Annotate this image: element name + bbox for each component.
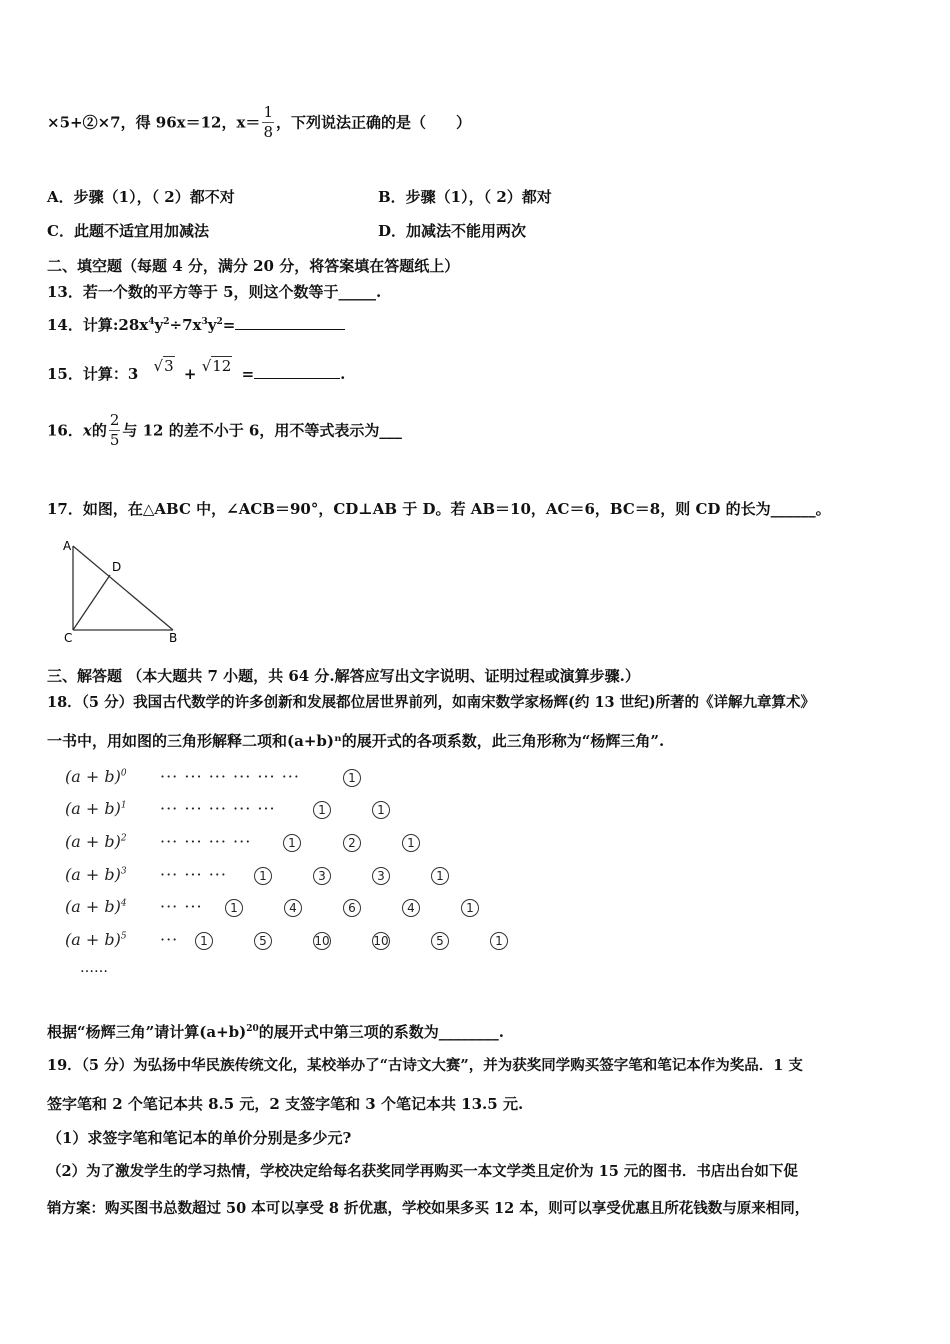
q15-prefix: 15．计算：3	[47, 365, 139, 383]
row-expr: $(a + b)^0$	[65, 767, 127, 786]
row-dots: ···	[160, 930, 179, 949]
q12-frac-den: 8	[263, 123, 273, 141]
q12-frac-num: 1	[263, 103, 273, 121]
q14-answer-blank[interactable]	[235, 315, 345, 330]
row-expr: $(a + b)^2$	[65, 832, 127, 851]
q12-fraction	[262, 103, 274, 142]
coeff: 4	[284, 899, 302, 917]
coeff: 5	[431, 932, 449, 950]
side-ab	[73, 546, 173, 630]
row-expr: $(a + b)^5$	[65, 930, 127, 949]
row-expr: $(a + b)^3$	[65, 865, 127, 884]
q15-eq: =	[241, 365, 255, 383]
yanghui-row	[65, 930, 525, 954]
coeff: 1	[225, 899, 243, 917]
q16-de: 的	[91, 421, 107, 440]
coeff: 1	[431, 867, 449, 885]
coeff: 1	[461, 899, 479, 917]
coeff: 10	[373, 934, 389, 948]
coeff: 6	[343, 899, 361, 917]
coeff: 1	[313, 801, 331, 819]
q19-line1: 19．（5 分）为弘扬中华民族传统文化，某校举办了“古诗文大赛”，并为获奖同学购买签字笔和笔记本作为奖品．1 支	[47, 1057, 803, 1074]
q17: 17．如图，在△ABC 中，∠ACB＝90°，CD⊥AB 于 D。若 AB＝10，AC＝6，BC＝8，则 CD 的长为______。	[47, 500, 831, 518]
q19-line2: 签字笔和 2 个笔记本共 8.5 元，2 支签字笔和 3 个笔记本共 13.5 元.	[47, 1095, 524, 1113]
coeff: 1	[195, 932, 213, 950]
label-c: C	[64, 631, 73, 644]
coeff: 2	[343, 834, 361, 852]
section2-heading: 二、填空题（每题 4 分，满分 20 分，将答案填在答题纸上）	[47, 257, 460, 275]
label-b: B	[169, 631, 178, 644]
q15-sqrt-3	[154, 357, 175, 375]
q12-option-b: B．步骤（1），（ 2）都对	[378, 188, 552, 206]
q16-rest: 与 12 的差不小于 6，用不等式表示为___	[122, 421, 402, 440]
sqrt-icon: √	[153, 357, 164, 375]
q12-option-c: C．此题不适宜用加减法	[47, 222, 209, 240]
row-dots: ··· ··· ··· ··· ··· ···	[160, 767, 300, 786]
q12-stem	[47, 103, 471, 142]
q15-rad2: 12	[212, 357, 232, 375]
row-dots: ··· ···	[160, 897, 203, 916]
q14-eq: =	[222, 316, 236, 334]
coeff: 1	[372, 801, 390, 819]
row-expr: $(a + b)^1$	[65, 799, 127, 818]
q18-line2: 一书中，用如图的三角形解释二项和(a+b)ⁿ的展开式的各项系数，此三角形称为“杨辉三角”.	[47, 732, 665, 750]
q15-rad1: 3	[164, 357, 174, 375]
q14-exp2: 2	[163, 317, 170, 327]
q15-tail: .	[340, 365, 346, 383]
q16-var: x	[82, 421, 92, 440]
row-dots: ··· ··· ··· ··· ···	[160, 799, 276, 818]
sqrt-icon: √	[201, 357, 212, 375]
q18-question-post: 的展开式中第三项的系数为________.	[258, 1023, 504, 1041]
yanghui-row	[65, 865, 465, 889]
q14-div: ÷7x	[169, 316, 202, 334]
q16-frac-num: 2	[109, 411, 120, 429]
triangle-figure	[60, 536, 190, 644]
q16	[47, 411, 402, 450]
coeff: 3	[372, 867, 390, 885]
q14-y: y	[154, 316, 164, 334]
row-expr: $(a + b)^4$	[65, 897, 127, 916]
q19-part2-line1: （2）为了激发学生的学习热情，学校决定给每名获奖同学再购买一本文学类且定价为 15 元的图书．书店出台如下促	[47, 1163, 798, 1180]
q14-expr: 28x	[118, 316, 149, 334]
q15	[47, 358, 345, 390]
q16-prefix: 16．	[47, 421, 83, 440]
q14-exp4: 2	[216, 317, 223, 327]
q14-y2: y	[207, 316, 217, 334]
yanghui-row	[65, 832, 435, 856]
q19-part1: （1）求签字笔和笔记本的单价分别是多少元?	[47, 1129, 352, 1147]
q12-stem-before: ×5+②×7，得 96x＝12，x＝	[47, 113, 261, 132]
q12-option-a: A．步骤（1），（ 2）都不对	[47, 188, 235, 206]
label-d: D	[112, 560, 122, 574]
coeff: 1	[490, 932, 508, 950]
q14-exp3: 3	[201, 317, 208, 327]
q16-fraction	[109, 411, 121, 450]
q12-stem-after: ，下列说法正确的是（ ）	[275, 113, 471, 132]
q18-line1: 18．（5 分）我国古代数学的许多创新和发展都位居世界前列，如南宋数学家杨辉(约 13 世纪)所著的《详解九章算术》	[47, 694, 816, 711]
q19-part2-line2: 销方案：购买图书总数超过 50 本可以享受 8 折优惠，学校如果多买 12 本，则可以享受优惠且所花钱数与原来相同，	[47, 1200, 810, 1217]
yanghui-row	[65, 767, 365, 791]
q14-prefix: 14．计算:	[47, 316, 119, 334]
q14-exp1: 4	[148, 317, 155, 327]
q18-question	[47, 1021, 504, 1042]
q16-frac-den: 5	[109, 431, 120, 449]
coeff: 10	[314, 934, 330, 948]
q15-answer-blank[interactable]	[254, 364, 340, 379]
coeff: 1	[343, 769, 361, 787]
row-dots: ··· ··· ···	[160, 865, 227, 884]
q18-question-pre: 根据“杨辉三角”请计算(a+b)	[47, 1023, 247, 1041]
coeff: 1	[283, 834, 301, 852]
yanghui-row	[65, 897, 495, 921]
q13: 13．若一个数的平方等于 5，则这个数等于_____.	[47, 283, 382, 301]
q14	[47, 314, 345, 335]
yanghui-row	[65, 799, 405, 823]
q18-question-exp: 20	[246, 1024, 259, 1034]
label-a: A	[63, 539, 72, 553]
coeff: 3	[313, 867, 331, 885]
q15-sqrt-12	[202, 357, 233, 375]
coeff: 1	[254, 867, 272, 885]
coeff: 1	[402, 834, 420, 852]
q15-plus: +	[183, 365, 197, 383]
q12-option-d: D．加减法不能用两次	[378, 222, 527, 240]
coeff: 5	[254, 932, 272, 950]
yanghui-ellipsis: ……	[80, 960, 108, 976]
segment-cd	[73, 575, 110, 630]
row-dots: ··· ··· ··· ···	[160, 832, 252, 851]
coeff: 4	[402, 899, 420, 917]
section3-heading: 三、解答题 （本大题共 7 小题，共 64 分.解答应写出文字说明、证明过程或演算步骤.）	[47, 667, 640, 685]
